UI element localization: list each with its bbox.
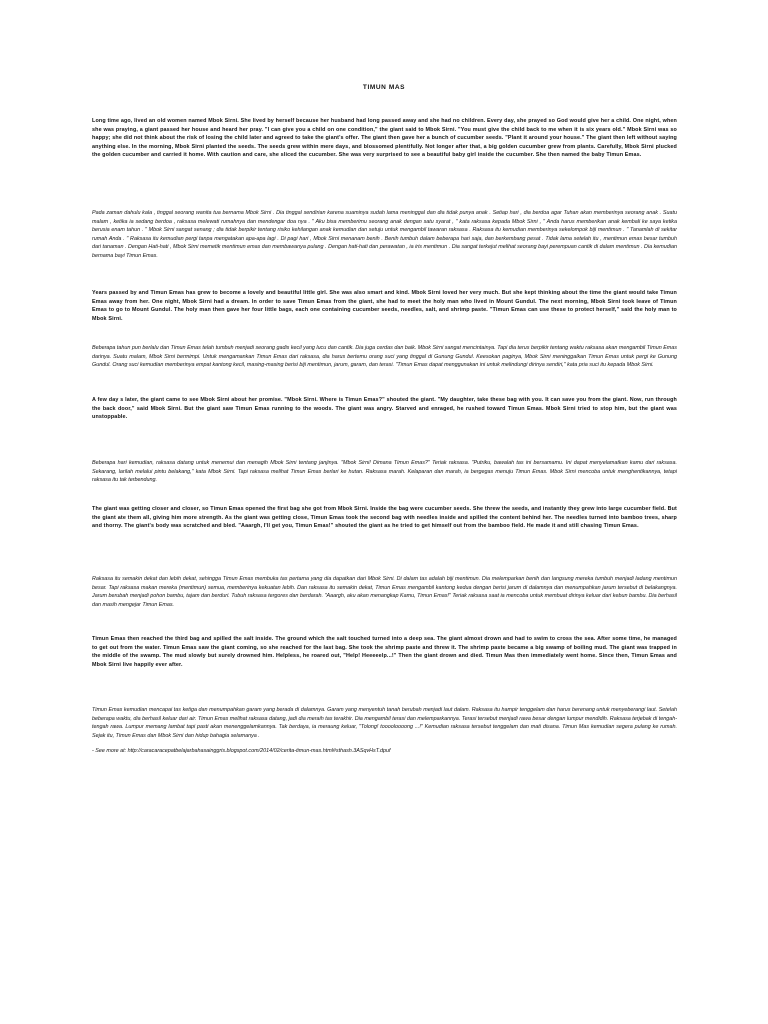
paragraph-en-5: Timun Emas then reached the third bag and spilled the salt inside. The ground which the salt touched turned into a deep sea. The giant almost drown and had to swim to cross the sea. After some time, he managed to get out from the water. Timun Emas saw the giant coming, so she reached for the last bag. She took the shrimp paste and threw it. The shrimp paste became a big swamp of boiling mud. The giant was trapped in the middle of the swamp. The mud slowly but surely drowned him. Helpless, he roared out, "Help! Heeeeelp...!" Then the giant drown and died. Timun Mas then immediately went home. Since then, Timun Emas and Mbok Sirni live happily ever after.: [92, 636, 677, 668]
document-title: TIMUN MAS: [362, 84, 406, 91]
paragraph-en-1: Long time ago, lived an old women named Mbok Sirni. She lived by herself because her husband had long passed away and she had no children. Every day, she prayed so God would give her a child. One night, when she was praying, a giant passed her house and heard her pray. "I can give you a child on one condition," the giant said to Mbok Sirni. "You must give the child back to me when it is six years old." Mbok Sirni was so happy; she did not think about the risk of losing the child later and agreed to take the giant's offer. The giant then gave her a bunch of cucumber seeds. "Plant it around your house." The giant then left without saying anything else. In the morning, Mbok Sirni planted the seeds. The seeds grew within mere days, and blossomed plentifully. Not longer after that, a big golden cucumber grew from plants. Carefully, Mbok Sirni plucked the golden cucumber and carried it home. With caution and care, she sliced the cucumber. She was very surprised to see a beautiful baby girl inside the cucumber. She then named the baby Timun Emas.: [92, 118, 677, 159]
paragraph-en-2: Years passed by and Timun Emas has grew to become a lovely and beautiful little girl. She was also smart and kind. Mbok Sirni loved her very much. But she kept thinking about the time the giant would take Timun Emas away from her. One night, Mbok Sirni had a dream. In order to save Timun Emas from the giant, she had to meet the holy man who lived in Mount Gundul. The next morning, Mbok Sirni took leave of Timun Emas to go to Mount Gundul. The holy man then gave her four little bags, each one containing cucumber seeds, needles, salt, and shrimp paste. "Timun Emas can use these to protect herself," said the holy man to Mbok Sirni.: [92, 290, 677, 322]
paragraph-id-1: Pada zaman dahulu kala , tinggal seorang wanita tua bernama Mbok Sirni . Dia tinggal sendirian karena suaminya sudah lama meninggal dan dia tidak punya anak . Setiap hari , dia berdoa agar Tuhan akan memberinya seorang anak . Suatu malam , ketika ia sedang berdoa , raksasa melewati rumahnya dan mendengar doa nya . " Aku bisa memberimu seorang anak dengan satu syarat , " kata raksasa kepada Mbok Sirni , " Anda harus memberikan anak kembali ke saya ketika berusia enam tahun . " Mbok Sirni sangat senang ; dia tidak berpikir tentang risiko kehilangan anak kemudian dan setuju untuk mengambil tawaran raksasa . Raksasa itu kemudian memberinya sekelompok biji mentimun . " Tanamlah di sekitar rumah Anda . " Raksasa itu kemudian pergi tanpa mengatakan apa-apa lagi . Di pagi hari , Mbok Sirni menanam benih . Benih tumbuh dalam beberapa hari saja, dan berkembang pesat . Tidak lama setelah itu , mentimun emas besar tumbuh dari tanaman . Dengan Hati-hati , Mbok Sirni memetik mentimun emas dan membawanya pulang . Dengan hati-hati dan perawatan , ia iris mentimun . Dia sangat terkejut melihat seorang bayi perempuan cantik di dalam mentimun . Dia kemudian bernama bayi Timun Emas.: [92, 210, 677, 259]
paragraph-id-3: Beberapa hari kemudian, raksasa datang untuk menemui dan menagih Mbok Sirni tentang janjinya. "Mbok Sirni! Dimana Timun Emas?" Teriak raksasa. "Putriku, bawalah tas ini bersamamu. Ini dapat menyelamatkan kamu dari raksasa. Sekarang, larilah melalui pintu belakang," kata Mbok Sirni. Tapi raksasa melihat Timun Emas berlari ke hutan. Raksasa marah. Kelaparan dan marah, ia bergegas menuju Timun Emas. Mbok Sirni mencoba untuk menghentikannya, tetapi raksasa itu tak terbendung.: [92, 460, 677, 484]
source-link[interactable]: - See more at: http://caracaracepatbelajarbahasainggris.blogspot.com/2014/02/cerita-timun-mas.html#sthash.3ASqvHsT.dpuf: [92, 748, 391, 754]
paragraph-id-2: Beberapa tahun pun berlalu dan Timun Emas telah tumbuh menjadi seorang gadis kecil yang lucu dan cantik. Dia juga cerdas dan baik. Mbok Sirni sangat mencintainya. Tapi dia terus berpikir tentang waktu raksasa akan mengambil Timun Emas darinya. Suatu malam, Mbok Sirni bermimpi. Untuk mengamankan Timun Emas dari raksasa, dia harus bertemu orang suci yang tinggal di Gunung Gundul. Keesokan paginya, Mbok Sirni meninggalkan Timun Emas untuk pergi ke Gunung Gundul. Orang suci kemudian memberinya empat kantong kecil, masing-masing berisi biji mentimun, jarum, garam, dan terasi. "Timun Emas dapat menggunakan ini untuk melindungi dirinya sendiri," kata pria suci itu kepada Mbok Sirni.: [92, 345, 677, 369]
paragraph-en-4: The giant was getting closer and closer, so Timun Emas opened the first bag she got from Mbok Sirni. Inside the bag were cucumber seeds. She threw the seeds, and instantly they grew into large cucumber field. But the giant ate them all, giving him more strength. As the giant was getting close, Timun Emas took the second bag with needles inside and spilled the content behind her. The needles turned into bamboo trees, sharp and thorny. The giant's body was scratched and bled. "Aaargh, I'll get you, Timun Emas!" shouted the giant as he tried to get himself out from the bamboo field. He made it and still chasing Timun Emas.: [92, 506, 677, 530]
paragraph-id-4: Raksasa itu semakin dekat dan lebih dekat, sehingga Timun Emas membuka tas pertama yang dia dapatkan dari Mbok Sirni. Di dalam tas adalah biji mentimun. Dia melemparkan benih dan langsung mereka tumbuh menjadi ladang mentimun besar. Tapi raksasa makan mereka (mentimun) semua, memberinya kekuatan lebih. Dan raksasa itu semakin dekat, Timun Emas mengambil kantong kedua dengan berisi jarum di dalamnya dan menumpahkan jarum tersebut di belakangnya. Jarum berubah menjadi pohon bambu, tajam dan berduri. Tubuh raksasa tergores dan berdarah. "Aaargh, aku akan menangkap Kamu, Timun Emas!" Teriak raksasa saat ia mencoba untuk membuat dirinya keluar dari kebun bambu. Dia berhasil dan masih mengejar Timun Emas.: [92, 576, 677, 608]
paragraph-en-3: A few day s later, the giant came to see Mbok Sirni about her promise. "Mbok Sirni. Where is Timun Emas?" shouted the giant. "My daughter, take these bag with you. It can save you from the giant. Now, run through the back door," said Mbok Sirni. But the giant saw Timun Emas running to the woods. The giant was angry. Starved and enraged, he rushed toward Timun Emas. Mbok Sirni tried to stop him, but the giant was unstoppable.: [92, 397, 677, 421]
paragraph-id-5: Timun Emas kemudian mencapai tas ketiga dan menumpahkan garam yang berada di dalamnya. Garam yang menyentuh tanah berubah menjadi laut dalam. Raksasa itu hampir tenggelam dan harus berenang untuk menyeberangi laut. Setelah beberapa waktu, dia berhasil keluar dari air. Timun Emas melihat raksasa datang, jadi dia meraih tas terakhir. Dia mengambil terasi dan melemparkannya. Terasi tersebut menjadi rawa besar dengan lumpur mendidih. Raksasa terjebak di tengah-tengah rawa. Lumpur memang lambat tapi pasti akan menenggelamkannya. Tak berdaya, ia meraung keluar, "Tolong! tooooloooong ...!" Kemudian raksasa tersebut tenggelam dan mati disana. Timun Mas kemudian segera pulang ke rumah. Sejak itu, Timun Emas dan Mbok Sirni dan hidup bahagia selamanya .: [92, 707, 677, 739]
